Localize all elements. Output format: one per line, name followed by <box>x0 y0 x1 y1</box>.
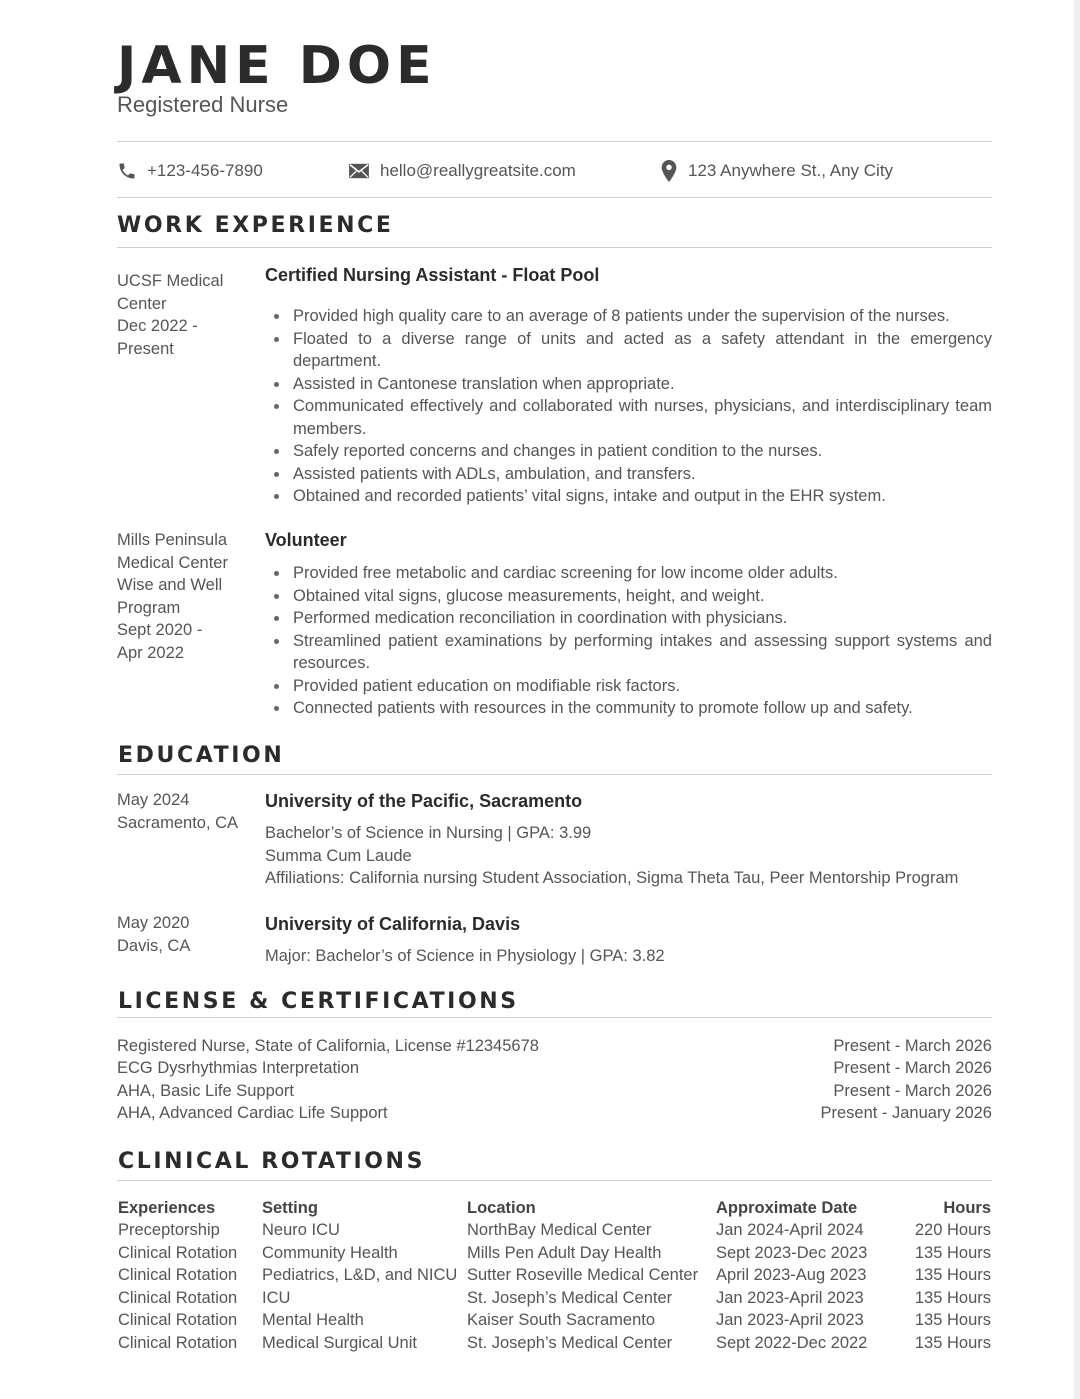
table-cell: Mills Pen Adult Day Health <box>467 1243 662 1262</box>
license-date: Present - March 2026 <box>833 1082 992 1100</box>
table-cell: Medical Surgical Unit <box>262 1333 417 1352</box>
job-meta-line: Wise and Well <box>117 576 223 594</box>
divider <box>117 141 992 142</box>
table-row <box>118 1242 991 1265</box>
table-cell: April 2023-Aug 2023 <box>716 1266 867 1285</box>
school-name: University of California, Davis <box>265 914 521 934</box>
name-heading: JANE DOE <box>117 36 437 96</box>
table-cell: Kaiser South Sacramento <box>467 1311 656 1330</box>
location-pin-icon <box>660 160 678 182</box>
licenses-heading: LICENSE & CERTIFICATIONS <box>118 989 519 1014</box>
contact-phone <box>117 160 263 182</box>
job-meta <box>117 270 252 360</box>
bullet-item: Provided free metabolic and cardiac screening for low income older adults. <box>265 562 992 585</box>
table-row <box>118 1287 991 1310</box>
license-row <box>117 1104 992 1127</box>
phone-text: +123-456-7890 <box>147 161 263 180</box>
bullet-item: Assisted in Cantonese translation when appropriate. <box>265 373 992 396</box>
bullet-item: Streamlined patient examinations by performing intakes and assessing support systems and resources. <box>265 630 992 675</box>
bullet-item: Assisted patients with ADLs, ambulation, and transfers. <box>265 463 992 486</box>
table-cell: Jan 2023-April 2023 <box>716 1288 864 1307</box>
table-cell: Pediatrics, L&D, and NICU <box>262 1266 458 1285</box>
education-line: Summa Cum Laude <box>265 846 412 865</box>
table-cell: Sutter Roseville Medical Center <box>467 1266 699 1285</box>
column-header: Setting <box>262 1198 318 1217</box>
table-cell: Preceptorship <box>118 1221 220 1240</box>
divider <box>117 774 992 775</box>
education-meta-line: May 2020 <box>117 914 190 932</box>
contact-address <box>660 160 893 182</box>
education-meta-line: Davis, CA <box>117 936 191 955</box>
divider <box>117 247 992 248</box>
column-header: Experiences <box>118 1198 216 1217</box>
contact-email <box>348 160 576 182</box>
bullet-item: Connected patients with resources in the community to promote follow up and safety. <box>265 697 992 720</box>
table-cell: Clinical Rotation <box>118 1243 238 1262</box>
license-date: Present - March 2026 <box>833 1037 992 1055</box>
education-meta-line: Sacramento, CA <box>117 813 239 832</box>
table-cell: Clinical Rotation <box>118 1311 238 1330</box>
license-row <box>117 1059 992 1082</box>
license-date: Present - January 2026 <box>820 1104 992 1122</box>
table-cell: Community Health <box>262 1243 398 1262</box>
table-row <box>118 1310 991 1333</box>
table-cell: 135 Hours <box>914 1333 991 1352</box>
phone-icon <box>117 161 137 181</box>
table-cell: St. Joseph’s Medical Center <box>467 1288 673 1307</box>
license-name: AHA, Basic Life Support <box>117 1082 295 1100</box>
table-cell: Sept 2023-Dec 2023 <box>716 1243 868 1262</box>
table-cell: 220 Hours <box>914 1221 991 1240</box>
education-entry <box>265 912 992 968</box>
job-meta-line: Center <box>117 294 167 313</box>
job-meta-line: Mills Peninsula <box>117 531 228 549</box>
bullet-item: Obtained vital signs, glucose measurements, height, and weight. <box>265 585 992 608</box>
divider <box>117 1017 992 1018</box>
bullet-item: Obtained and recorded patients’ vital signs, intake and output in the EHR system. <box>265 485 992 508</box>
job-meta-line: Sept 2020 - <box>117 621 203 639</box>
license-name: AHA, Advanced Cardiac Life Support <box>117 1104 388 1122</box>
education-line: Affiliations: California nursing Student Association, Sigma Theta Tau, Peer Mentorship Program <box>265 869 959 887</box>
bullet-item: Provided high quality care to an average of 8 patients under the supervision of the nurses. <box>265 305 992 328</box>
table-row <box>118 1332 991 1355</box>
table-cell: Jan 2023-April 2023 <box>716 1311 864 1330</box>
table-cell: St. Joseph’s Medical Center <box>467 1333 673 1352</box>
school-name: University of the Pacific, Sacramento <box>265 791 583 811</box>
table-row <box>118 1265 991 1288</box>
bullet-item: Safely reported concerns and changes in patient condition to the nurses. <box>265 440 992 463</box>
bullet-item: Performed medication reconciliation in coordination with physicians. <box>265 607 992 630</box>
education-meta-line: May 2024 <box>117 791 190 809</box>
table-cell: Mental Health <box>262 1311 364 1330</box>
column-header: Approximate Date <box>716 1198 858 1217</box>
address-text: 123 Anywhere St., Any City <box>688 161 894 180</box>
column-header: Location <box>467 1198 536 1217</box>
job-title: Certified Nursing Assistant - Float Pool <box>265 265 600 285</box>
role-subtitle: Registered Nurse <box>117 92 289 117</box>
table-row <box>118 1220 991 1243</box>
education-heading: EDUCATION <box>118 743 285 768</box>
table-cell: 135 Hours <box>914 1243 991 1262</box>
license-name: Registered Nurse, State of California, License #12345678 <box>117 1037 539 1055</box>
table-header-row <box>118 1197 991 1220</box>
job-meta-line: Dec 2022 - <box>117 317 198 335</box>
table-cell: Clinical Rotation <box>118 1266 238 1285</box>
license-name: ECG Dysrhythmias Interpretation <box>117 1059 360 1077</box>
education-details <box>265 822 992 890</box>
table-cell: Clinical Rotation <box>118 1288 238 1307</box>
job-meta-line: Medical Center <box>117 553 228 572</box>
email-text: hello@reallygreatsite.com <box>380 161 576 180</box>
table-cell: 135 Hours <box>914 1288 991 1307</box>
table-cell: 135 Hours <box>914 1266 991 1285</box>
job-bullets <box>265 562 992 720</box>
table-cell: Neuro ICU <box>262 1221 340 1240</box>
education-meta <box>117 912 252 957</box>
job-meta-line: Present <box>117 339 174 358</box>
education-details <box>265 945 992 968</box>
job-meta <box>117 529 252 664</box>
table-cell: Sept 2022-Dec 2022 <box>716 1333 868 1352</box>
bullet-item: Communicated effectively and collaborated with nurses, physicians, and interdisciplinary team members. <box>265 395 992 440</box>
license-row <box>117 1082 992 1105</box>
table-cell: Jan 2024-April 2024 <box>716 1221 864 1240</box>
job-meta-line: Program <box>117 598 181 617</box>
job-title: Volunteer <box>265 530 347 550</box>
divider <box>117 1180 992 1181</box>
license-row <box>117 1037 992 1060</box>
education-entry <box>265 789 992 890</box>
mail-icon <box>348 162 370 180</box>
work-experience-heading: WORK EXPERIENCE <box>117 213 394 238</box>
column-header: Hours <box>943 1198 991 1217</box>
job-bullets <box>265 305 992 508</box>
clinical-rotations-heading: CLINICAL ROTATIONS <box>118 1149 426 1174</box>
bullet-item: Provided patient education on modifiable risk factors. <box>265 675 992 698</box>
education-line: Major: Bachelor’s of Science in Physiology | GPA: 3.82 <box>265 947 665 965</box>
job-entry <box>265 528 992 720</box>
license-date: Present - March 2026 <box>833 1059 992 1077</box>
education-meta <box>117 789 252 834</box>
table-cell: ICU <box>262 1288 291 1307</box>
table-cell: Clinical Rotation <box>118 1333 238 1352</box>
table-cell: NorthBay Medical Center <box>467 1221 652 1240</box>
divider <box>117 197 992 198</box>
table-cell: 135 Hours <box>914 1311 991 1330</box>
job-meta-line: UCSF Medical <box>117 272 224 290</box>
job-meta-line: Apr 2022 <box>117 643 184 662</box>
page-edge <box>1074 0 1080 1399</box>
bullet-item: Floated to a diverse range of units and acted as a safety attendant in the emergency department. <box>265 328 992 373</box>
job-entry <box>265 263 992 508</box>
rotations-table <box>118 1197 991 1355</box>
education-line: Bachelor’s of Science in Nursing | GPA: 3.99 <box>265 824 592 842</box>
